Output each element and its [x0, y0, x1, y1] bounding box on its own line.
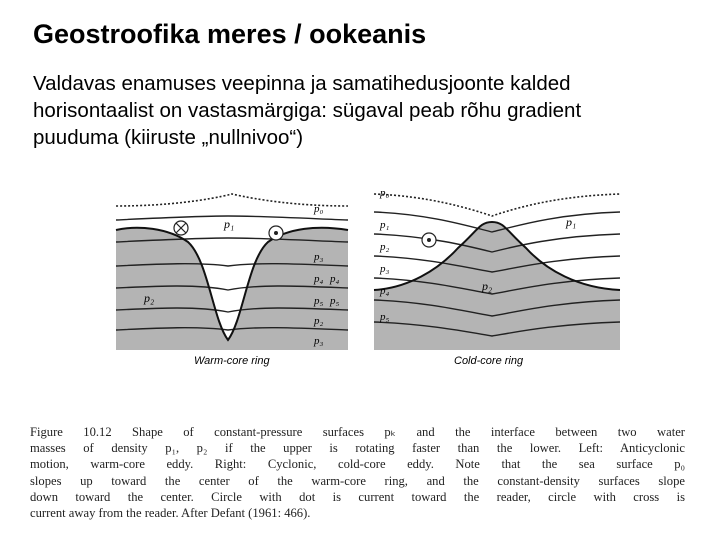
slide-title: Geostroofika meres / ookeanis	[33, 19, 427, 49]
caption-line: Figure 10.12 Shape of constant-pressure surfaces pₖ and the interface between two water	[30, 425, 685, 439]
density-label-upper: p₁	[566, 215, 577, 229]
caption-line: motion, warm-core eddy. Right: Cyclonic, cold-core eddy. Note that the sea surface p₀	[30, 457, 685, 472]
caption-line: current away from the reader. After Defant (1961: 466).	[30, 506, 311, 521]
dot-circle-icon	[422, 233, 436, 247]
body-line: puuduma (kiiruste „nullnivoo“)	[33, 126, 304, 149]
caption-line: masses of density p₁, p₂ if the upper is rotating faster than the lower. Left: Anticyclonic	[30, 441, 685, 456]
panel-label-left: Warm-core ring	[194, 355, 270, 367]
pressure-label: p₀	[314, 203, 324, 215]
pressure-label: p₀	[380, 187, 390, 199]
pressure-label: p₂	[380, 241, 390, 253]
caption-line: slopes up toward the center of the warm-core ring, and the constant-density surfaces slope	[30, 473, 685, 488]
figure-svg	[108, 170, 628, 370]
pressure-label: p₂	[314, 315, 324, 327]
figure-warm-cold-rings	[108, 170, 628, 370]
dot-circle-icon	[269, 226, 283, 240]
body-line: Valdavas enamuses veepinna ja samatihedusjoonte kalded	[33, 72, 571, 95]
density-label-lower: p₂	[482, 279, 493, 293]
panel-label-right: Cold-core ring	[454, 355, 524, 367]
pressure-label: p₅	[330, 295, 340, 307]
pressure-label: p₃	[380, 263, 390, 275]
figure-caption	[30, 424, 685, 521]
pressure-label: p₅	[314, 295, 324, 307]
caption-line: down toward the center. Circle with dot is current toward the reader, circle with cross is	[30, 489, 685, 504]
pressure-label: p₃	[314, 251, 324, 263]
body-text	[33, 70, 673, 151]
pressure-label: p₄	[314, 273, 324, 285]
cross-circle-icon	[174, 221, 188, 235]
body-line: horisontaalist on vastasmärgiga: sügaval peab rõhu gradient	[33, 99, 582, 122]
pressure-label: p₁	[380, 219, 390, 231]
pressure-label: p₄	[330, 273, 340, 285]
pressure-label: p₄	[380, 285, 390, 297]
warm-core-panel	[116, 194, 348, 367]
pressure-label: p₅	[380, 311, 390, 323]
cold-core-panel	[374, 187, 620, 367]
density-label-lower: p₂	[144, 291, 155, 305]
pressure-label: p₃	[314, 335, 324, 347]
density-label-upper: p₁	[224, 217, 235, 231]
